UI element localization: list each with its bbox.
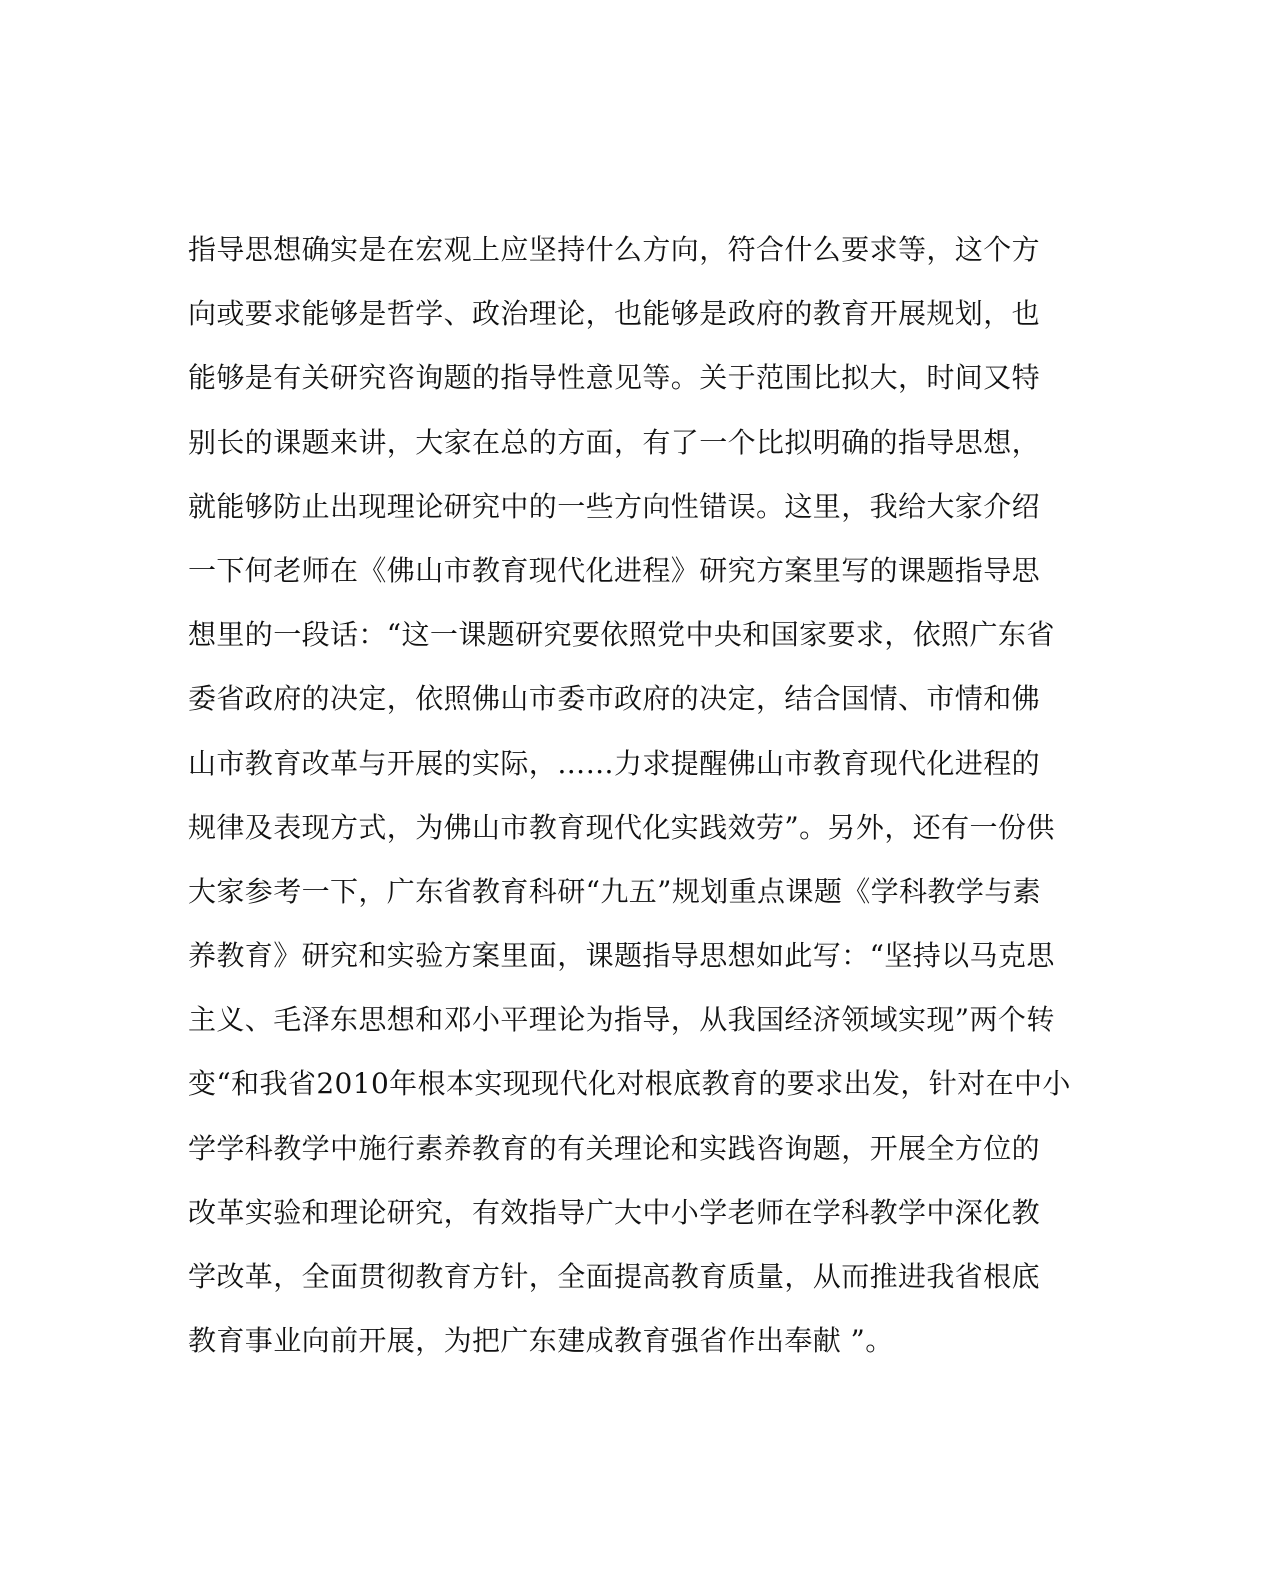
text-line: 一下何老师在《佛山市教育现代化进程》研究方案里写的课题指导思 xyxy=(188,553,1041,587)
text-line: 学学科教学中施行素养教育的有关理论和实践咨询题，开展全方位的 xyxy=(188,1131,1041,1165)
text-line: 别长的课题来讲，大家在总的方面，有了一个比拟明确的指导思想， xyxy=(188,425,1041,459)
text-line: 养教育》研究和实验方案里面，课题指导思想如此写：“坚持以马克思 xyxy=(188,939,1055,973)
text-line: 能够是有关研究咨询题的指导性意见等。关于范围比拟大，时间又特 xyxy=(188,361,1041,395)
text-line: 大家参考一下，广东省教育科研“九五”规划重点课题《学科教学与素 xyxy=(188,874,1042,908)
text-line: 教育事业向前开展，为把广东建成教育强省作出奉献 ”。 xyxy=(188,1324,894,1358)
text-line: 向或要求能够是哲学、政治理论，也能够是政府的教育开展规划，也 xyxy=(188,297,1041,331)
text-line: 改革实验和理论研究，有效指导广大中小学老师在学科教学中深化教 xyxy=(188,1195,1041,1229)
text-line: 变“和我省2010年根本实现现代化对根底教育的要求出发，针对在中小 xyxy=(188,1067,1071,1101)
body-paragraph xyxy=(188,226,1071,1381)
text-line: 规律及表现方式，为佛山市教育现代化实践效劳”。另外，还有一份供 xyxy=(188,810,1055,844)
text-line: 学改革，全面贯彻教育方针，全面提高教育质量，从而推进我省根底 xyxy=(188,1260,1041,1293)
text-line: 指导思想确实是在宏观上应坚持什么方向，符合什么要求等，这个方 xyxy=(188,233,1041,266)
text-line: 想里的一段话：“这一课题研究要依照党中央和国家要求，依照广东省 xyxy=(188,618,1055,652)
text-line: 委省政府的决定，依照佛山市委市政府的决定，结合国情、市情和佛 xyxy=(188,682,1041,716)
text-line: 就能够防止出现理论研究中的一些方向性错误。这里，我给大家介绍 xyxy=(188,489,1041,523)
text-line: 山市教育改革与开展的实际，……力求提醒佛山市教育现代化进程的 xyxy=(188,746,1041,780)
text-line: 主义、毛泽东思想和邓小平理论为指导，从我国经济领域实现”两个转 xyxy=(188,1003,1055,1037)
